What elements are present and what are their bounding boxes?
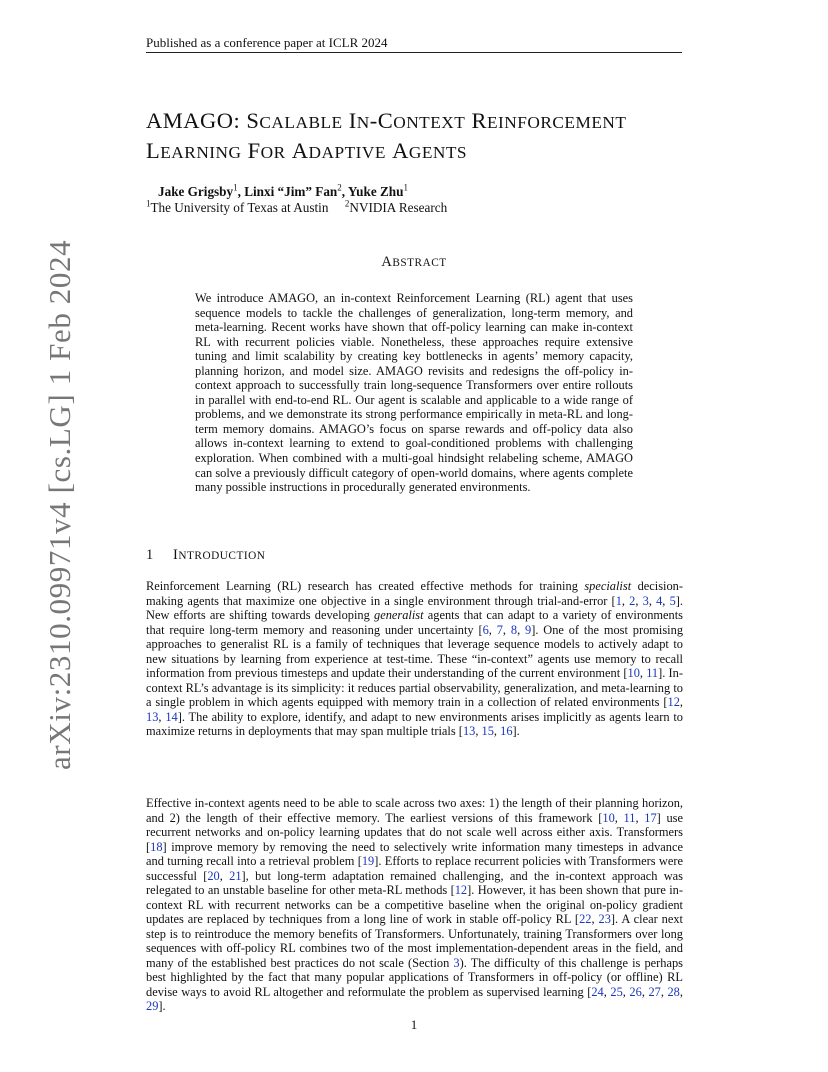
citation-link[interactable]: 20 [207,868,220,883]
citation-link[interactable]: 18 [150,839,163,854]
title-word: FOR [247,138,286,163]
author-list: Jake Grigsby$^1$, Linxi “Jim” Fan$^2$, Yuke Zhu$^1$ [158,182,408,199]
title-word: AGENTS [392,138,468,163]
citation-link[interactable]: 10 [627,666,640,680]
title-word: CONTEXT [377,108,466,133]
emphasis-text: generalist [374,608,424,622]
citation-link[interactable]: 1 [615,593,622,608]
author-affil-mark: 2 [337,182,342,193]
section-reference-link[interactable]: 3 [453,955,460,970]
citation-link[interactable]: 26 [629,984,642,999]
affil-mark: 2 [344,198,350,209]
citation-link[interactable]: 12 [667,695,680,709]
citation-link[interactable]: 28 [667,984,680,999]
author-affil-mark: 1 [233,182,238,193]
affiliation: NVIDIA Research [349,200,448,215]
author-name: Yuke Zhu [347,184,404,199]
title-word: SCALABLE [246,108,343,133]
emphasis-text: specialist [584,579,632,593]
running-header: Published as a conference paper at ICLR 2024 [146,35,388,50]
citation-link[interactable]: 25 [610,984,623,999]
citation-link[interactable]: 15 [481,724,494,738]
author-name: Jake Grigsby [158,184,234,199]
intro-paragraph-1: Reinforcement Learning (RL) research has created effective methods for training specialist decision-making agents that maximize one objective in a single environment through trial-and-error [1, 2, 3, 4, 5]. New efforts are shifting towards developing generalist agents that can adapt to a variety of environments that require long-term memory and reasoning under uncertainty [6, 7, 8, 9]. One of the most promising approaches to generalist RL is a family of techniques that leverage sequence models to actively adapt to new situations by learning from experience at test-time. These “in-context” agents use memory to recall information from previous timesteps and update their understanding of the current environment [10, 11]. In-context RL’s advantage is its simplicity: it reduces partial observability, generalization, and meta-learning to a single problem in which agents equipped with memory train in a collection of related environments [12, 13, 14]. The ability to explore, identify, and adapt to new environments arises implicitly as agents learn to maximize returns in deployments that may span multiple trials [13, 15, 16]. [146,579,684,738]
citation-link[interactable]: 12 [454,883,468,897]
citation-link[interactable]: 13 [462,724,476,738]
citation-link[interactable]: 19 [361,854,375,868]
abstract-body: We introduce AMAGO, an in-context Reinforcement Learning (RL) agent that uses sequence models to tackle the challenges of generalization, long-term memory, and meta-learning. Recent works have shown that off-policy learning can make in-context RL with recurrent policies viable. Nonetheless, these approaches require extensive tuning and limit scalability by creating key bottlenecks in agents’ memory capacity, planning horizon, and model size. AMAGO revisits and redesigns the off-policy in-context approach to successfully train long-sequence Transformers over entire rollouts in parallel with end-to-end RL. Our agent is scalable and applicable to a wide range of problems, and we demonstrate its strong performance empirically in meta-RL and long-term memory domains. AMAGO’s focus on sparse rewards and off-policy data also allows in-context learning to extend to goal-conditioned problems with challenging exploration. When combined with a multi-goal hindsight relabeling scheme, AMAGO can solve a previously difficult category of open-world domains, where agents complete many possible instructions in procedurally generated environments. [195,291,633,495]
arxiv-identifier: arXiv:2310.09971v4 [cs.LG] 1 Feb 2024 [42,239,77,770]
title-word: IN [348,108,370,133]
author-affil-mark: 1 [403,182,408,193]
citation-link[interactable]: 17 [644,810,657,825]
citation-link[interactable]: 5 [669,593,676,608]
affil-mark: 1 [146,198,151,209]
citation-link[interactable]: 21 [229,868,242,883]
citation-link[interactable]: 27 [648,984,661,999]
citation-link[interactable]: 3 [642,593,649,608]
page-number: 1 [410,1017,418,1032]
citation-link[interactable]: 6 [482,622,489,637]
header-rule [146,52,682,53]
affiliations [146,200,447,216]
citation-link[interactable]: 29 [146,999,159,1013]
citation-link[interactable]: 7 [496,622,503,637]
citation-link[interactable]: 11 [646,666,659,680]
citation-link[interactable]: 11 [623,810,636,825]
citation-link[interactable]: 9 [525,622,532,637]
title-word: LEARNING [146,138,242,163]
citation-link[interactable]: 8 [510,622,518,637]
citation-link[interactable]: 22 [579,912,592,926]
citation-link[interactable]: 23 [598,912,611,926]
abstract-heading: ABSTRACT [381,254,447,270]
citation-link[interactable]: 24 [591,984,604,999]
intro-paragraph-2: Effective in-context agents need to be able to scale across two axes: 1) the length of their planning horizon, and 2) the length of their effective memory. The earliest versions of this framework [10, 11, 17] use recurrent networks and on-policy learning updates that do not scale well across either axis. Transformers [18] improve memory by removing the need to selectively write information many timesteps in advance and turning recall into a retrieval problem [19]. Efforts to replace recurrent policies with Transformers were successful [20, 21], but long-term adaptation remained challenging, and the in-context approach was relegated to an unstable baseline for other meta-RL methods [12]. However, it has been shown that pure in-context RL with recurrent networks can be a competitive baseline when the original on-policy gradient updates are replaced by techniques from a long line of work in stable off-policy RL [22, 23]. A clear next step is to reintroduce the memory benefits of Transformers. Unfortunately, training Transformers over long sequences with off-policy RL combines two of the most implementation-dependent areas in the field, and many of the established best practices do not scale (Section 3). The difficulty of this challenge is perhaps best highlighted by the fact that many popular applications of Transformers in off-policy (or offline) RL devise ways to avoid RL altogether and reformulate the problem as supervised learning [24, 25, 26, 27, 28, 29]. [146,796,684,1013]
title-word: REINFORCEMENT [471,108,627,133]
title-word: ADAPTIVE [291,138,386,163]
citation-link[interactable]: 16 [500,724,513,738]
citation-link[interactable]: 13 [146,709,159,724]
title-amago: AMAGO: [146,108,241,133]
citation-link[interactable]: 14 [165,709,178,724]
citation-link[interactable]: 4 [656,593,663,608]
citation-link[interactable]: 10 [602,810,615,825]
section-number: 1 [146,547,154,563]
author-name: Linxi “Jim” Fan [244,184,338,199]
section-heading-introduction: 1 INTRODUCTION [146,547,266,563]
citation-link[interactable]: 2 [629,593,636,608]
affiliation: The University of Texas at Austin [150,200,329,215]
paper-title: AMAGO: SCALABLE IN-CONTEXT REINFORCEMENT LEARNING FOR ADAPTIVE AGENTS [146,108,627,163]
